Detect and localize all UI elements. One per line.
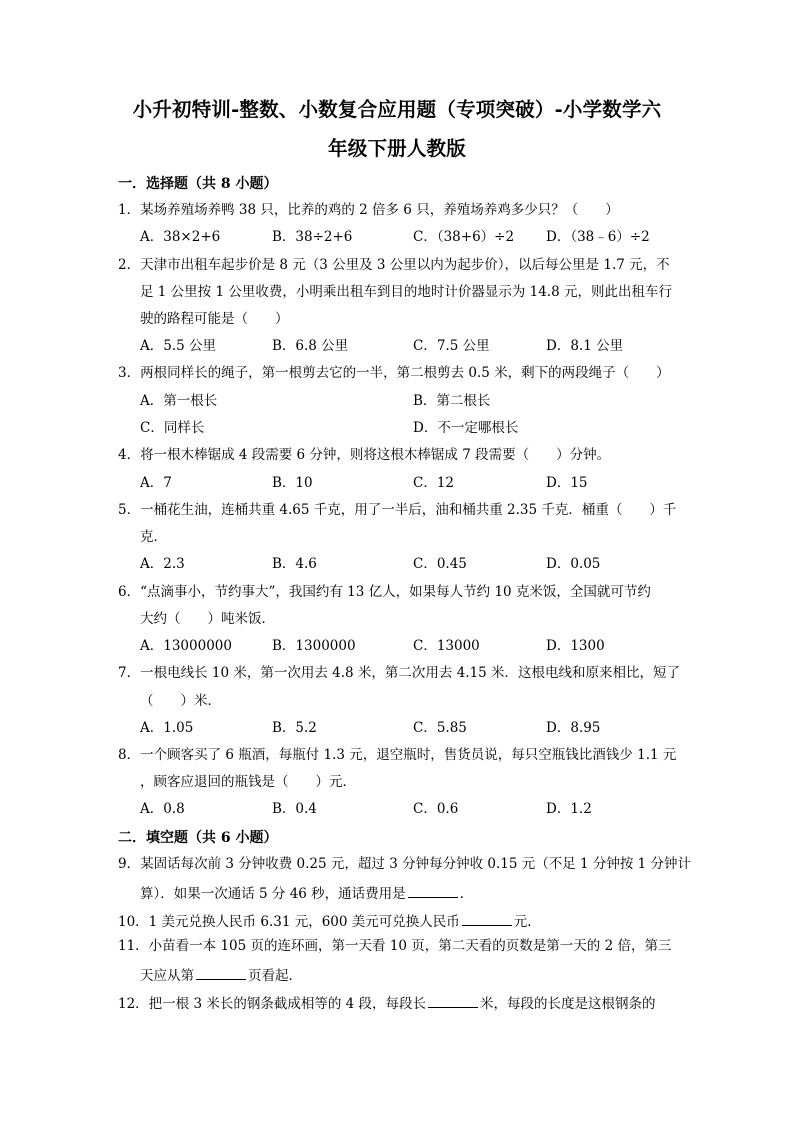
section-heading-fill-in: 二．填空题（共 6 小题） [118, 830, 278, 846]
question-3-text: 3．两根同样长的绳子，第一根剪去它的一半，第二根剪去 0.5 米，剩下的两段绳子（ ） [118, 365, 670, 381]
question-1-option-c: C．（38+6）÷2 [413, 229, 515, 245]
question-12-text-before-blank: 12．把一根 3 米长的钢条截成相等的 4 段，每段长 [118, 996, 427, 1012]
question-1-option-d: D．（38﹣6）÷2 [546, 229, 650, 245]
page-title-line-2: 年级下册人教版 [328, 137, 466, 160]
question-10-text [118, 913, 541, 930]
question-8-option-b: B．0.4 [272, 801, 317, 817]
section-heading-multiple-choice: 一．选择题（共 8 小题） [118, 176, 278, 192]
question-5-option-b: B．4.6 [272, 556, 317, 572]
question-11-answer-blank[interactable] [196, 967, 246, 980]
question-3-option-c: C．同样长 [140, 420, 205, 436]
question-5-option-a: A．2.3 [140, 556, 185, 572]
question-11-text-line-2 [140, 967, 302, 984]
question-11-text-after-blank: 页看起． [248, 968, 302, 984]
question-9-text-line-2 [140, 885, 473, 902]
question-9-text-line-1: 9．某固话每次前 3 分钟收费 0.25 元，超过 3 分钟每分钟收 0.15 元（不足 1 分钟按 1 分钟计 [118, 856, 692, 872]
question-2-text-line-3: 驶的路程可能是（ ） [140, 311, 289, 327]
question-6-text-line-2: 大约（ ）吨米饭． [140, 611, 275, 627]
question-7-option-b: B．5.2 [272, 720, 317, 736]
question-6-option-b: B．1300000 [272, 638, 356, 654]
question-5-option-c: C．0.45 [413, 556, 467, 572]
question-4-text: 4．将一根木棒锯成 4 段需要 6 分钟，则将这根木棒锯成 7 段需要（ ）分钟。 [118, 447, 611, 463]
question-5-text-line-2: 克． [140, 529, 167, 545]
question-1-option-b: B．38÷2+6 [272, 229, 353, 245]
question-2-option-d: D．8.1 公里 [546, 338, 624, 354]
question-11-text-line-1: 11．小苗看一本 105 页的连环画，第一天看 10 页，第二天看的页数是第一天的 2 倍，第三 [118, 938, 672, 954]
question-6-option-a: A．13000000 [140, 638, 232, 654]
question-3-option-a: A．第一根长 [140, 393, 218, 409]
question-5-text-line-1: 5．一桶花生油，连桶共重 4.65 千克，用了一半后，油和桶共重 2.35 千克．桶重（ ）千 [118, 502, 677, 518]
question-3-option-b: B．第二根长 [413, 393, 491, 409]
question-7-text-line-1: 7．一根电线长 10 米，第一次用去 4.8 米，第二次用去 4.15 米．这根电线和原来相比，短了 [118, 665, 681, 681]
question-6-text-line-1: 6．“点滴事小，节约事大”，我国约有 13 亿人，如果每人节约 10 克米饭，全国就可节约 [118, 584, 651, 600]
question-7-option-a: A．1.05 [140, 720, 194, 736]
question-9-text-before-blank: 算）．如果一次通话 5 分 46 秒，通话费用是 [140, 886, 406, 902]
question-7-option-c: C．5.85 [413, 720, 467, 736]
question-7-option-d: D．8.95 [546, 720, 601, 736]
question-4-option-d: D．15 [546, 475, 588, 491]
question-4-option-a: A．7 [140, 475, 172, 491]
question-12-answer-blank[interactable] [428, 995, 478, 1008]
question-6-option-c: C．13000 [413, 638, 480, 654]
question-8-option-a: A．0.8 [140, 801, 185, 817]
question-1-option-a: A．38×2+6 [140, 229, 221, 245]
question-1-text: 1．某场养殖场养鸭 38 只，比养的鸡的 2 倍多 6 只，养殖场养鸡多少只？（ ） [118, 202, 619, 218]
question-11-text-before-blank: 天应从第 [140, 968, 194, 984]
question-2-text-line-1: 2．天津市出租车起步价是 8 元（3 公里及 3 公里以内为起步价），以后每公里是 1.7 元，不 [118, 257, 670, 273]
question-2-option-b: B．6.8 公里 [272, 338, 349, 354]
question-10-text-after-blank: 元． [513, 914, 541, 930]
question-9-answer-blank[interactable] [408, 885, 458, 898]
question-8-text-line-1: 8．一个顾客买了 6 瓶酒，每瓶付 1.3 元，退空瓶时，售货员说，每只空瓶钱比酒钱少 1.1 元 [118, 747, 677, 763]
question-8-option-d: D．1.2 [546, 801, 592, 817]
question-9-text-after-blank: ． [459, 886, 474, 902]
question-8-option-c: C．0.6 [413, 801, 459, 817]
question-7-text-line-2: （ ）米． [140, 693, 221, 709]
question-2-option-a: A．5.5 公里 [140, 338, 217, 354]
question-10-answer-blank[interactable] [462, 913, 512, 926]
question-12-text-after-blank: 米，每段的长度是这根钢条的 [480, 996, 656, 1012]
page-title-line-1: 小升初特训-整数、小数复合应用题（专项突破）-小学数学六 [132, 98, 662, 121]
question-3-option-d: D．不一定哪根长 [413, 420, 519, 436]
question-4-option-b: B．10 [272, 475, 313, 491]
question-5-option-d: D．0.05 [546, 556, 601, 572]
question-10-text-before-blank: 10．1 美元兑换人民币 6.31 元，600 美元可兑换人民币 [118, 914, 460, 930]
question-6-option-d: D．1300 [546, 638, 605, 654]
question-2-text-line-2: 足 1 公里按 1 公里收费，小明乘出租车到目的地时计价器显示为 14.8 元，则此出租车行 [140, 284, 672, 300]
question-2-option-c: C．7.5 公里 [413, 338, 490, 354]
question-8-text-line-2: ，顾客应退回的瓶钱是（ ）元． [140, 774, 356, 790]
question-12-text [118, 995, 656, 1012]
question-4-option-c: C．12 [413, 475, 455, 491]
